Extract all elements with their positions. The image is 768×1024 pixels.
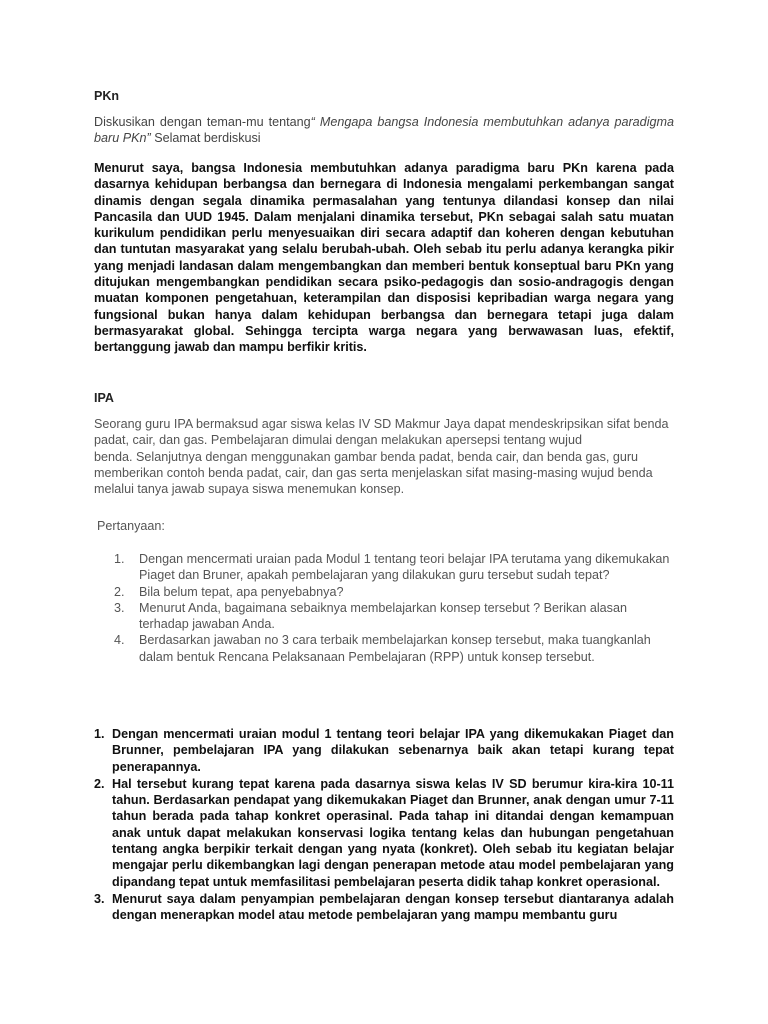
item-text: Hal tersebut kurang tepat karena pada dasarnya siswa kelas IV SD berumur kira-kira 10-11 tahun. Berdasarkan pendapat yang dikemukakan Piaget dan Brunner, anak dengan umur 7-11 tahun berada pada tahap konkret operasinal. Pada tahap ini ditandai dengan kemampuan anak untuk dapat melakukan konservasi logika tentang kelas dan hubungan pengetahuan tentang angka berpikir terkait dengan yang nyata (konkret). Oleh sebab itu kegiatan belajar mengajar perlu dikembangkan lagi dengan penerapan metode atau model pembelajaran yang dipandang tepat untuk memfasilitasi pembelajaran peserta didik tahap konkret operasional. <box>112 776 674 889</box>
list-item <box>114 600 674 633</box>
item-number: 2. <box>94 776 105 791</box>
case-line-2: benda. Selanjutnya dengan menggunakan gambar benda padat, benda cair, dan benda gas, guru memberikan contoh benda padat, cair, dan gas serta menjelaskan sifat masing-masing wujud benda melalui tanya jawab supaya siswa menemukan konsep. <box>94 449 653 497</box>
list-item <box>94 726 674 775</box>
list-item <box>94 776 674 890</box>
ipa-heading: IPA <box>94 391 114 405</box>
prompt-lead: Diskusikan dengan teman-mu tentang <box>94 115 311 129</box>
list-item <box>114 632 674 665</box>
prompt-tail: Selamat berdiskusi <box>150 131 261 146</box>
item-text: Dengan mencermati uraian modul 1 tentang teori belajar IPA yang dikemukakan Piaget dan Brunner, pembelajaran IPA yang dilakukan sebenarnya baik akan tetapi kurang tepat penerapannya. <box>112 727 674 774</box>
item-text: Bila belum tepat, apa penyebabnya? <box>139 584 344 599</box>
item-text: Dengan mencermati uraian pada Modul 1 tentang teori belajar IPA terutama yang dikemukakan Piaget dan Bruner, apakah pembelajaran yang dilakukan guru tersebut sudah tepat? <box>139 552 670 583</box>
item-text: Berdasarkan jawaban no 3 cara terbaik membelajarkan konsep tersebut, maka tuangkanlah dalam bentuk Rencana Pelaksanaan Pembelajaran (RPP) untuk konsep tersebut. <box>139 633 651 664</box>
list-item <box>94 891 674 924</box>
pkn-discussion-prompt <box>94 114 674 147</box>
answer-list <box>94 726 674 925</box>
item-number: 1. <box>114 552 125 566</box>
prompt-question: “ Mengapa bangsa Indonesia membutuhkan adanya paradigma baru PKn” <box>94 115 674 146</box>
item-number: 4. <box>114 633 125 648</box>
pkn-heading: PKn <box>94 89 119 103</box>
item-number: 3. <box>94 891 105 906</box>
question-list <box>114 551 674 665</box>
question-label: Pertanyaan: <box>97 519 165 533</box>
case-line-1: Seorang guru IPA bermaksud agar siswa kelas IV SD Makmur Jaya dapat mendeskripsikan sifat benda padat, cair, dan gas. Pembelajaran dimulai dengan melakukan apersepsi tentang wujud <box>94 417 669 448</box>
pkn-answer-paragraph: Menurut saya, bangsa Indonesia membutuhkan adanya paradigma baru PKn karena pada dasarnya kehidupan berbangsa dan bernegara di Indonesia mengalami perkembangan sangat dinamis dengan segala dinamika permasalahan yang tentunya dilandasi konsep dan nilai Pancasila dan UUD 1945. Dalam menjalani dinamika tersebut, PKn sebagai salah satu muatan kurikulum pendidikan perlu menyesuaikan diri secara adaptif dan koheren dengan kebutuhan dan tuntutan masyarakat yang selalu berubah-ubah. Oleh sebab itu perlu adanya kerangka pikir yang menjadi landasan dalam mengembangkan dan memberi bentuk konseptual baru PKn yang ditujukan mengembangkan pendidikan secara psiko-pedagogis dan sosio-andragogis dengan muatan komponen pengetahuan, keterampilan dan disposisi kepribadian warga negara yang fungsional bukan hanya dalam kehidupan berbangsa dan bernegara tetapi juga dalam bermasyarakat global. Sehingga tercipta warga negara yang berwawasan luas, efektif, bertanggung jawab dan mampu berfikir kritis. <box>94 161 674 355</box>
ipa-case-description <box>94 416 674 497</box>
list-item <box>114 584 674 600</box>
item-number: 1. <box>94 727 105 741</box>
item-text: Menurut saya dalam penyampian pembelajaran dengan konsep tersebut diantaranya adalah dengan menerapkan model atau metode pembelajaran yang mampu membantu guru <box>112 891 674 923</box>
item-text: Menurut Anda, bagaimana sebaiknya membelajarkan konsep tersebut ? Berikan alasan terhadap jawaban Anda. <box>139 600 627 632</box>
item-number: 3. <box>114 600 125 615</box>
list-item <box>114 551 674 584</box>
item-number: 2. <box>114 584 125 599</box>
